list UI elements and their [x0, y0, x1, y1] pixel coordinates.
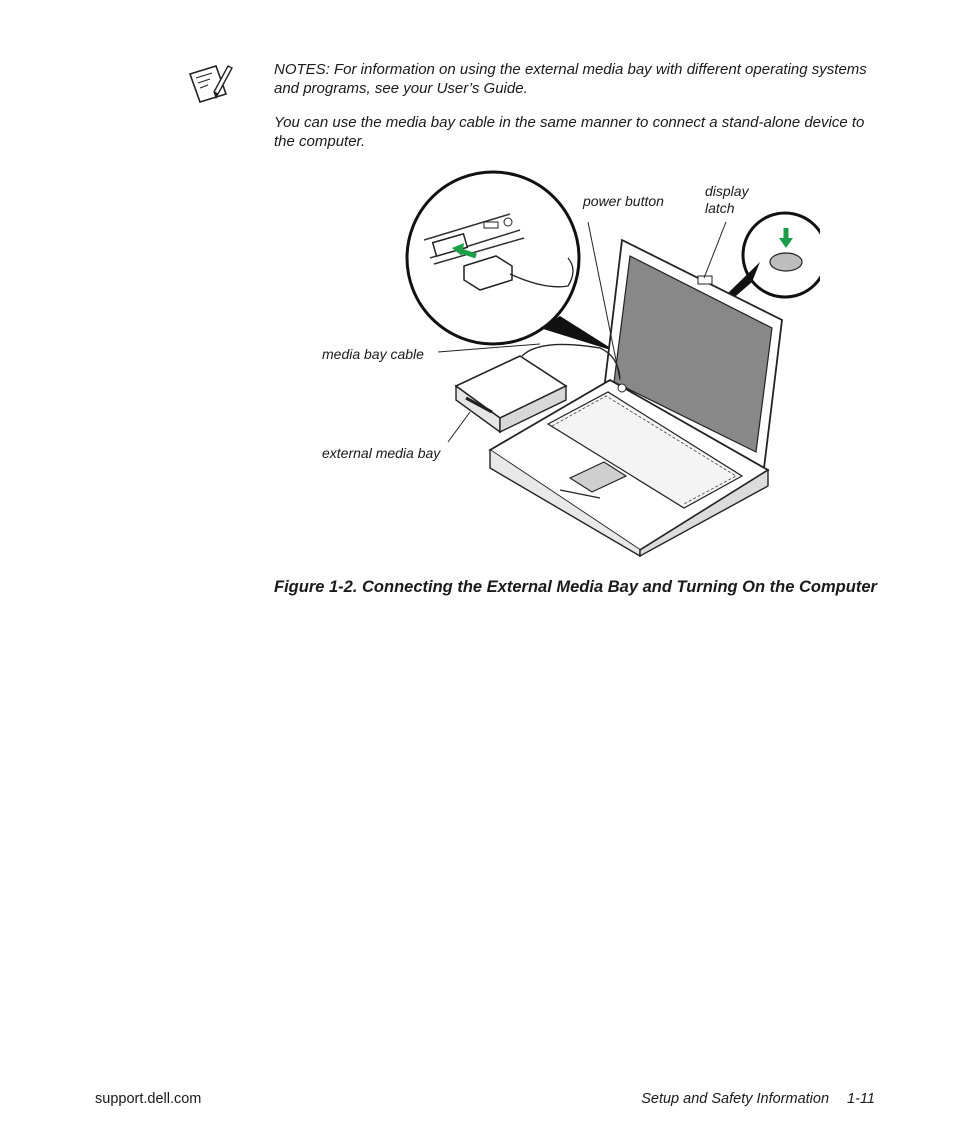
callout-display-latch [705, 183, 749, 217]
note-pencil-icon [186, 60, 234, 104]
footer-url: support.dell.com [95, 1091, 202, 1107]
callout-power-button: power button [583, 193, 664, 209]
callout-external-media-bay: external media bay [322, 445, 441, 461]
callout-display-latch-line1: display [705, 183, 749, 199]
laptop-media-bay-illustration [300, 170, 820, 570]
figure-caption: Figure 1-2. Connecting the External Media Bay and Turning On the Computer [274, 578, 877, 596]
footer-page-number: 1-11 [847, 1091, 875, 1107]
callout-display-latch-line2: latch [705, 200, 735, 216]
note-paragraph-1: NOTES: For information on using the external media bay with different operating systems and programs, see your User’s Guide. [274, 61, 867, 97]
callout-media-bay-cable: media bay cable [322, 346, 424, 362]
footer-section-title: Setup and Safety Information [641, 1091, 830, 1107]
footer-section [641, 1091, 875, 1107]
note-paragraph-2: You can use the media bay cable in the same manner to connect a stand-alone device to the computer. [274, 114, 865, 150]
